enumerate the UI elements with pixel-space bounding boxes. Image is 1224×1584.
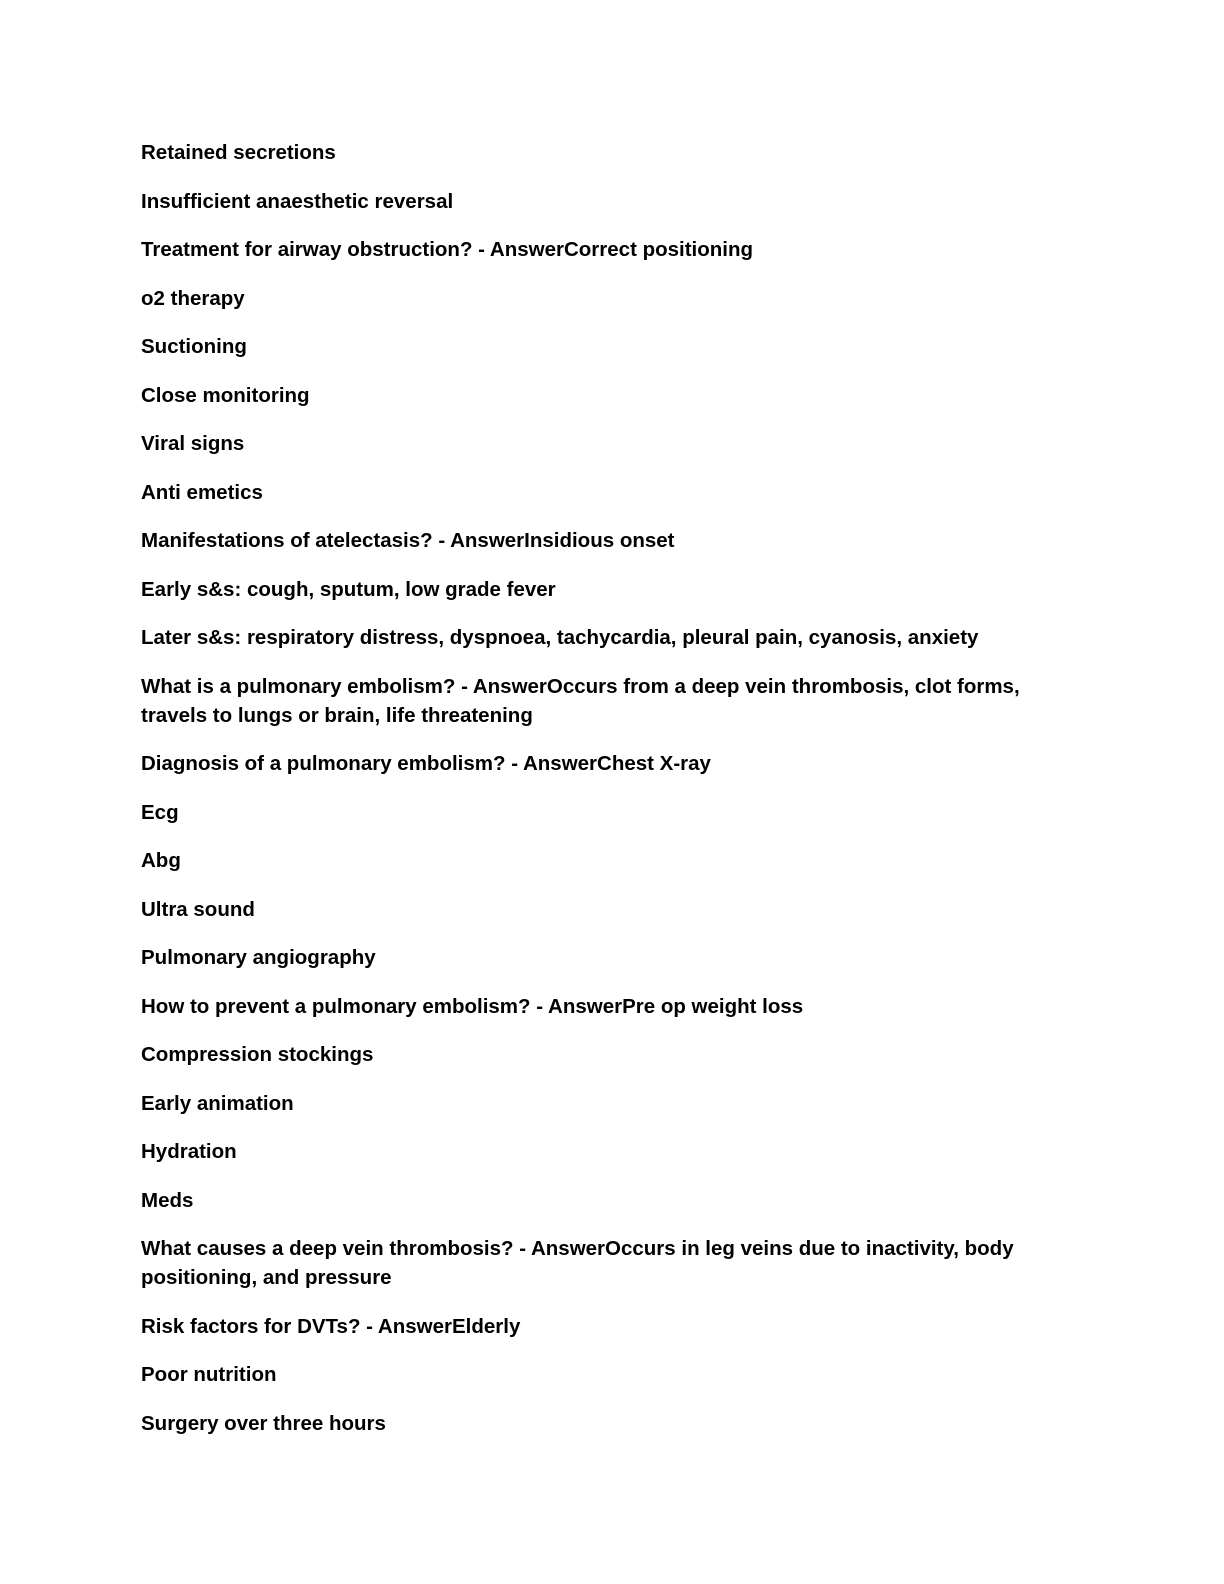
text-line: Ultra sound xyxy=(141,897,255,921)
text-line: Viral signs xyxy=(141,432,245,455)
text-line: Pulmonary angiography xyxy=(141,946,376,969)
text-line: Risk factors for DVTs? - AnswerElderly xyxy=(141,1314,521,1338)
text-line: How to prevent a pulmonary embolism? - AnswerPre op weight loss xyxy=(141,994,804,1018)
text-line: Abg xyxy=(141,849,181,872)
text-line: What is a pulmonary embolism? - AnswerOccurs from a deep vein thrombosis, clot forms, travels to lungs or brain, life threatening xyxy=(141,674,1020,727)
text-line: Early animation xyxy=(141,1091,294,1115)
text-line: Later s&s: respiratory distress, dyspnoea, tachycardia, pleural pain, cyanosis, anxiety xyxy=(141,626,979,649)
text-line: o2 therapy xyxy=(141,286,245,310)
document-body xyxy=(141,138,1081,1457)
text-line: Retained secretions xyxy=(141,141,336,164)
text-line: Surgery over three hours xyxy=(141,1411,386,1435)
text-line: Hydration xyxy=(141,1140,237,1163)
text-line: Poor nutrition xyxy=(141,1363,277,1386)
text-line: Treatment for airway obstruction? - AnswerCorrect positioning xyxy=(141,238,754,261)
text-line: Anti emetics xyxy=(141,480,263,504)
text-line: Insufficient anaesthetic reversal xyxy=(141,189,454,213)
text-line: Compression stockings xyxy=(141,1043,374,1066)
text-line: Meds xyxy=(141,1188,194,1212)
text-line: What causes a deep vein thrombosis? - AnswerOccurs in leg veins due to inactivity, body positioning, and pressure xyxy=(141,1237,1014,1289)
text-line: Early s&s: cough, sputum, low grade fever xyxy=(141,577,556,601)
text-line: Manifestations of atelectasis? - AnswerInsidious onset xyxy=(141,529,675,552)
text-line: Ecg xyxy=(141,800,179,824)
text-line: Close monitoring xyxy=(141,383,310,407)
text-line: Diagnosis of a pulmonary embolism? - AnswerChest X-ray xyxy=(141,752,711,775)
text-line: Suctioning xyxy=(141,335,247,358)
